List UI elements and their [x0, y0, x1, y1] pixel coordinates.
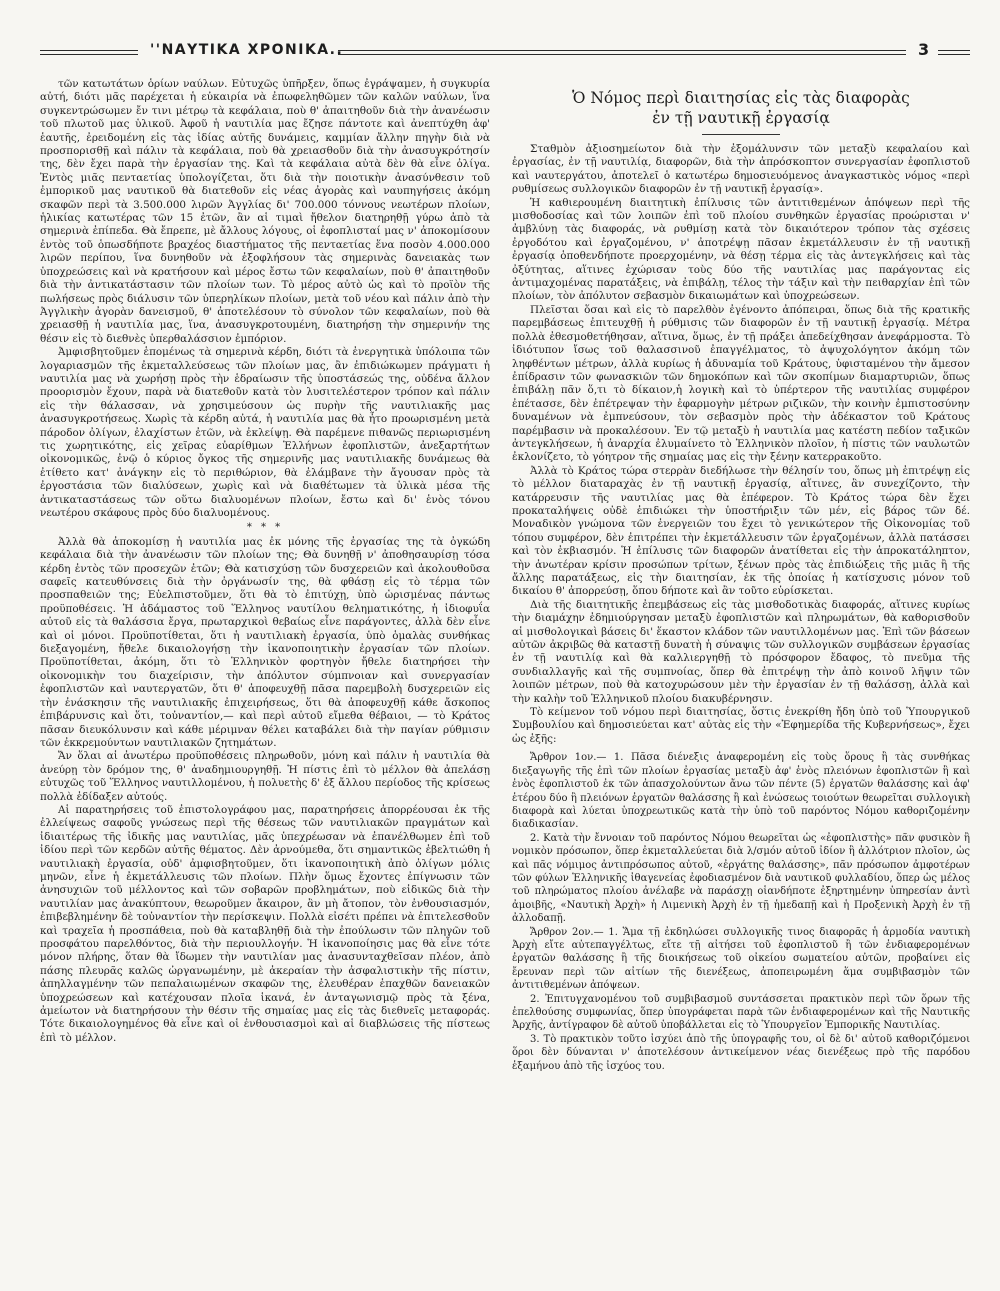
- page-number: 3: [918, 40, 930, 59]
- right-paragraph: Ἡ καθιερουμένη διαιτητικὴ ἐπίλυσις τῶν ἀντιτιθεμένων ἀπόψεων περὶ τῆς μισθοδοσίας καὶ τῶν λοιπῶν ἐπὶ τοῦ πλοίου συνθηκῶν ἐργασίας προώρισται ν' ἀμβλύνῃ τὰς διαφοράς, νὰ ρυθμίσῃ κατὰ τὸν δικαιότερον τρόπον τὰς σχέσεις ἐργοδότου καὶ ἐργαζομένου, ν' ἀποτρέψῃ πᾶσαν ἐκμετάλλευσιν ἐν τῇ ναυτικῇ ἐργασίᾳ ὁποθενδήποτε προερχομένην, νὰ θέσῃ τέρμα εἰς τὰς ἀντεγκλήσεις καὶ τὰς ὀξύτητας, αἵτινες ἐχώρισαν τοὺς δύο τῆς ναυτιλίας μας παράγοντας εἰς ἀντιμαχομένας παρατάξεις, νὰ ἐπιβάλῃ, τέλος τὴν τάξιν καὶ τὴν πειθαρχίαν ἐπὶ τῶν πλοίων, τὸν ἀπόλυτον σεβασμὸν δικαιωμάτων καὶ ὑποχρεώσεων.: [512, 196, 970, 303]
- section-separator: * * *: [246, 522, 284, 534]
- article-title-line: Ὁ Νόμος περὶ διαιτησίας εἰς τὰς διαφορὰς: [572, 89, 910, 107]
- left-paragraph: Ἄν ὅλαι αἱ ἀνωτέρω προϋποθέσεις πληρωθοῦν, μόνη καὶ πάλιν ἡ ναυτιλία θὰ ἀνεύρῃ τὸν δρόμον της, θ' ἀναδημιουργηθῇ. Ἡ πίστις ἐπὶ τὸ μέλλον θὰ ἀπελάσῃ εὐτυχῶς τοῦ Ἕλληνος ναυτιλλομένου, ἡ πολυετὴς δ' ἐξ ἄλλου περίοδος τῆς κρίσεως πολλὰ ἐδίδαξεν αὐτούς.: [40, 750, 490, 803]
- magazine-title: ''ΝΑΥΤΙΚΑ ΧΡΟΝΙΚΑ..: [150, 42, 344, 58]
- header-rule-right: [938, 50, 970, 55]
- right-paragraph: Σταθμὸν ἀξιοσημείωτον διὰ τὴν ἐξομάλυνσιν τῶν μεταξὺ κεφαλαίου καὶ ἐργασίας, ἐν τῇ ναυτιλίᾳ, διαφορῶν, διὰ τὴν ἀπρόσκοπτον συνεργασίαν ἐφοπλιστοῦ καὶ ναυτεργάτου, ἀποτελεῖ ὁ κατωτέρω δημοσιευόμενος ἀναγκαστικὸς νόμος «περὶ ρυθμίσεως συλλογικῶν διαφορῶν ἐν τῇ ναυτικῇ ἐργασίᾳ».: [512, 143, 970, 196]
- header-rule-middle: [338, 50, 906, 55]
- law-article: 3. Τὸ πρακτικὸν τοῦτο ἰσχύει ἀπὸ τῆς ὑπογραφῆς του, οἱ δὲ δι' αὐτοῦ καθοριζόμενοι ὅροι δὲν δύνανται ν' ἀποτελέσουν ἀντικείμενον νέας διενέξεως πρὸ τῆς παρόδου ἑξαμήνου ἀπὸ τῆς ἰσχύος του.: [512, 1033, 970, 1072]
- law-article: 2. Ἐπιτυγχανομένου τοῦ συμβιβασμοῦ συντάσσεται πρακτικὸν περὶ τῶν ὅρων τῆς ἐπελθούσης συμφωνίας, ὅπερ ὑπογράφεται παρὰ τῶν ἐνδιαφερομένων καὶ τῆς Ναυτικῆς Ἀρχῆς, ἀντίγραφον δὲ αὐτοῦ ὑποβάλλεται εἰς τὸ Ὑπουργεῖον Ἐμπορικῆς Ναυτιλίας.: [512, 993, 970, 1032]
- right-paragraph: Τὸ κείμενον τοῦ νόμου περὶ διαιτησίας, ὅστις ἐνεκρίθη ἤδη ὑπὸ τοῦ Ὑπουργικοῦ Συμβουλίου καὶ δημοσιεύεται κατ' αὐτὰς εἰς τὴν «Ἐφημερίδα τῆς Κυβερνήσεως», ἔχει ὡς ἑξῆς:: [512, 706, 970, 745]
- law-text: [512, 751, 970, 1073]
- left-paragraph: Ἀμφισβητοῦμεν ἑπομένως τὰ σημερινὰ κέρδη, διότι τὰ ἐνεργητικὰ ὑπόλοιπα τῶν λογαριασμῶν τῆς ἐκμεταλλεύσεως τῶν πλοίων μας, ἂν ἐπιδιώκωμεν πράγματι ἡ ναυτιλία μας νὰ χωρήσῃ πρὸς τὴν ἑδραίωσιν τῆς ὑποστάσεώς της, οὐδένα ἄλλον προορισμὸν ἔχουν, παρὰ νὰ διατεθοῦν κατὰ τὸν λυσιτελέστερον τρόπον καὶ πάλιν εἰς τὴν θάλασσαν, νὰ χρησιμεύσουν ὡς πυρὴν τῆς ναυτιλιακῆς μας ἀνασυγκροτήσεως. Χωρὶς τὰ κέρδη αὐτά, ἡ ναυτιλία μας θὰ ἦτο προωρισμένη μετὰ πάροδον ὀλίγων, ἐλαχίστων ἐτῶν, νὰ ἐκλείψῃ. Θὰ παρέμενε πιθανῶς περιωρισμένη τις χωρητικότης, εἰς χεῖρας εὐαρίθμων Ἑλλήνων ἐφοπλιστῶν, ἀνεξαρτήτων οἰκονομικῶς, ἐνῷ ὁ κύριος ὄγκος τῆς σημερινῆς μας ναυτιλιακῆς δυνάμεως θὰ ἐτίθετο κατ' ἀνάγκην εἰς τὸ περιθώριον, θὰ ἐλάμβανε τὴν ἄγουσαν πρὸς τὰ ἐργοστάσια τῶν διαλύσεων, χωρὶς καὶ νὰ διαθέτωμεν τὰ ὑλικὰ μέσα τῆς ἀντικαταστάσεως τῶν οὕτω διαλυομένων πλοίων, ἔστω καὶ δι' ἑνὸς τόνου νεωτέρου σκάφους πρὸς δύο διαλυομένους.: [40, 346, 490, 519]
- law-article: Ἄρθρον 2ον.— 1. Ἅμα τῇ ἐκδηλώσει συλλογικῆς τινος διαφορᾶς ἡ ἁρμοδία ναυτικὴ Ἀρχὴ εἴτε αὐτεπαγγέλτως, εἴτε τῇ αἰτήσει τοῦ ἐφοπλιστοῦ ἢ τῶν ἐνδιαφερομένων ἐργατῶν θαλάσσης ἢ τῆς διοικήσεως τοῦ οἰκείου σωματείου αὐτῶν, προβαίνει εἰς ἔρευναν περὶ τῶν αἰτίων τῆς διενέξεως, ἀποπειρωμένη ἅμα συμβιβασμὸν τῶν ἀντιτιθεμένων ἀπόψεων.: [512, 926, 970, 992]
- left-paragraph: τῶν κατωτάτων ὁρίων ναύλων. Εὐτυχῶς ὑπῆρξεν, ὅπως ἐγράψαμεν, ἡ συγκυρία αὐτή, διότι μᾶς παρέχεται ἡ εὐκαιρία νὰ ἐπωφεληθῶμεν τῶν καλῶν ναύλων, ἵνα συγκεντρώσωμεν ἔν τινι μέτρῳ τὰ κεφάλαια, ποὺ θ' ἀπαιτηθοῦν διὰ τὴν ἀνανέωσιν τοῦ πλωτοῦ μας ὑλικοῦ. Ἀφοῦ ἡ ναυτιλία μας ἔζησε πάντοτε καὶ ἀνεπτύχθη ἀφ' ἑαυτῆς, ἐρειδομένη εἰς τὰς ἰδίας αὐτῆς δυνάμεις, καμμίαν ἄλλην πηγὴν διὰ νὰ προσπορισθῇ καὶ πάλιν τὰ κεφάλαια, ποὺ θὰ χρειασθοῦν διὰ τὴν ἀνασυγκρότησίν της, δὲν ἔχει παρὰ τὴν ἐργασίαν της. Καὶ τὰ κεφάλαια αὐτὰ δὲν θὰ εἶνε ὀλίγα. Ἐντὸς μιᾶς πενταετίας ὑπολογίζεται, ὅτι διὰ τὴν ποιοτικὴν ἀνασύνθεσιν τοῦ ἐμπορικοῦ μας ναυτικοῦ θὰ διατεθοῦν εἰς νέας ἀγορὰς καὶ ναυπηγήσεις ἀκόμη σκαφῶν περὶ τὰ 3.500.000 λιρῶν Ἀγγλίας δι' 700.000 τόννους νεωτέρων πλοίων, ἡλικίας κατωτέρας τῶν 15 ἐτῶν, ἂν αἱ τιμαὶ ἤθελον διατηρηθῇ γύρω ἀπὸ τὰ σημερινὰ ἐπίπεδα. Θὰ ἔπρεπε, μὲ ἄλλους λόγους, οἱ ἐφοπλισταί μας ν' ἀποκομίσουν ἐντὸς τοῦ ὁπωσδήποτε βραχέος διαστήματος τῆς πενταετίας ἕνα ποσὸν 4.000.000 λιρῶν περίπου, ἵνα δυνηθοῦν νὰ ἐξοφλήσουν τὰς σημερινὰς δανειακὰς των ὑποχρεώσεις καὶ νὰ κρατήσουν καὶ μέρος ἔστω τῶν κεφαλαίων, ποὺ θ' ἀπαιτηθοῦν διὰ τὴν ἀντικατάστασιν τῶν πλοίων των. Τὸ μέρος αὐτὸ ὡς καὶ τὸ προϊὸν τῆς πωλήσεως πρὸς διάλυσιν τῶν ὑπερηλίκων πλοίων, μετὰ τοῦ νέου καὶ πάλιν ἀπὸ τὴν Ἀγγλικὴν ἀγορὰν δανεισμοῦ, θ' ἀποτελέσουν τὸ σύνολον τῶν κεφαλαίων, ποὺ θὰ χρειασθῇ ἡ ναυτιλία μας, ἵνα, ἀνασυγκροτουμένη, διατηρήσῃ τὴν σημερινήν της θέσιν εἰς τὸ διεθνὲς ὑπερθαλάσσιον ἐμπόριον.: [40, 78, 490, 345]
- right-paragraph: Ἀλλὰ τὸ Κράτος τώρα στερρὰν διεδήλωσε τὴν θέλησίν του, ὅπως μὴ ἐπιτρέψῃ εἰς τὸ μέλλον διαταραχὰς ἐν τῇ ναυτικῇ ἐργασίᾳ, αἵτινες, ἂν συνεχίζοντο, τὴν κατάρρευσιν τῆς ναυτιλίας μας θὰ ἐπέφερον. Τὸ Κράτος τώρα δὲν ἔχει προκαταλήψεις οὐδὲ ἐπιδιώκει τὴν ὑποστήριξιν τῶν μέν, εἰς βάρος τῶν δέ. Μοναδικὸν γνώμονα τῶν ἐνεργειῶν του ἔχει τὸ γενικώτερον τῆς Οἰκονομίας τοῦ τόπου συμφέρον, δὲν ἐπιτρέπει τὴν ἐκμετάλλευσιν τῶν ἐργαζομένων, ἀλλὰ πατάσσει καὶ τὸν ἐκβιασμόν. Ἡ ἐπίλυσις τῶν διαφορῶν ἀνατίθεται εἰς τὴν ἀπροκατάληπτον, τὴν ἀνωτέραν κρίσιν προσώπων τρίτων, ξένων πρὸς τὰς ἐπιδιώξεις τῆς μιᾶς ἢ τῆς ἄλλης παρατάξεως, εἰς τὴν διαιτησίαν, ἐκ τῆς ὁποίας ἡ κατίσχυσις μόνον τοῦ δικαίου θ' ἀπορρεύσῃ, ὅπου δήποτε καὶ ἂν τοῦτο εὑρίσκεται.: [512, 464, 970, 598]
- right-column: [512, 78, 970, 1263]
- law-article: 2. Κατὰ τὴν ἔννοιαν τοῦ παρόντος Νόμου θεωρεῖται ὡς «ἐφοπλιστὴς» πᾶν φυσικὸν ἢ νομικὸν πρόσωπον, ὅπερ ἐκμεταλλεύεται διὰ λ/σμόν αὐτοῦ ἰδίον ἢ ἀλλότριον πλοῖον, ὡς καὶ πᾶς νόμιμος ἀντιπρόσωπος αὐτοῦ, «ἐργάτης θαλάσσης», πᾶν πρόσωπον ἀμφοτέρων τῶν φύλων Ἑλληνικῆς ἰθαγενείας ἐφοδιασμένον διὰ ναυτικοῦ φυλλαδίου, ὅπερ ὡς μέλος τοῦ πληρώματος πλοίου ἀνέλαβε νὰ παράσχῃ οἱανδήποτε ἐξηρτημένην ὑπηρεσίαν ἀντὶ ἀμοιβῆς, «Ναυτικὴ Ἀρχὴ» ἡ Λιμενικὴ Ἀρχὴ ἐν τῇ ἡμεδαπῇ καὶ ἡ Προξενικὴ Ἀρχὴ ἐν τῇ ἀλλοδαπῇ.: [512, 832, 970, 925]
- article-title-line: ἐν τῇ ναυτικῇ ἐργασίᾳ: [652, 109, 830, 127]
- left-column: [40, 78, 490, 1263]
- article-title: [512, 88, 970, 128]
- right-paragraph: Διὰ τῆς διαιτητικῆς ἐπεμβάσεως εἰς τὰς μισθοδοτικὰς διαφοράς, αἵτινες κυρίως τὴν διαμάχην ἐδημιούργησαν μεταξὺ ἐφοπλιστῶν καὶ πληρωμάτων, θὰ καθορισθοῦν αἱ μισθολογικαὶ βάσεις δι' ἕκαστον κλάδον τῶν ναυτιλλομένων μας. Ἐπὶ τῶν βάσεων αὐτῶν ἀκριβῶς θὰ καταστῇ δυνατὴ ἡ σύναψις τῶν συλλογικῶν συμβάσεων ἐργασίας ἐν τῇ ναυτιλίᾳ καὶ θὰ καλλιεργηθῇ τὸ πρόσφορον ἔδαφος, τὸ πνεῦμα τῆς συνδιαλλαγῆς καὶ τῆς συμπνοίας, ὅπερ θὰ ἐπιτρέψῃ τὴν ἀπὸ κοινοῦ λῆψιν τῶν λοιπῶν μέτρων, ποὺ θὰ κατοχυρώσουν μὲν τὴν ἐργασίαν ἐν τῇ θαλάσσῃ, ἀλλὰ καὶ τὴν καλὴν τοῦ Ἑλληνικοῦ πλοίου διακυβέρνησιν.: [512, 598, 970, 705]
- page-header: [40, 42, 970, 64]
- left-paragraph: Ἀλλὰ θὰ ἀποκομίσῃ ἡ ναυτιλία μας ἐκ μόνης τῆς ἐργασίας της τὰ ὀγκώδη κεφάλαια διὰ τὴν ἀνανέωσιν τῶν πλοίων της; Θὰ δυνηθῇ ν' ἀποθησαυρίσῃ τόσα κέρδη ἐντὸς τῶν προσεχῶν ἐτῶν; Θὰ κατισχύσῃ τῶν δυσχερειῶν καὶ ἀκολουθοῦσα σαφεῖς κατευθύνσεις διὰ τὴν ὀργάνωσίν της, θὰ φθάσῃ εἰς τὸ τέρμα τῶν προσπαθειῶν της; Εὐελπιστοῦμεν, ὅτι θὰ τὸ ἐπιτύχῃ, ὑπὸ ὡρισμένας πάντως προϋποθέσεις. Ἡ ἀδάμαστος τοῦ Ἕλληνος ναυτίλου θεληματικότης, ἡ ἰδιοφυΐα αὐτοῦ εἰς τὰ θαλάσσια ἔργα, πρωταρχικοὶ θεβαίως εἶνε παράγοντες, ἀλλὰ δὲν εἶνε καὶ οἱ μόνοι. Προϋποτίθεται, ὅτι ἡ ναυτιλιακὴ ἐργασία, ὑπὸ ὁμαλὰς συνθήκας διεξαγομένη, ἤθελε δικαιολογήσῃ τὴν ἱκανοποιητικὴν ἐργασίαν τῶν πλοίων. Προϋποτίθεται, ἀκόμη, ὅτι τὸ Ἑλληνικὸν φορτηγὸν ἤθελε διατηρήσει τὴν οἰκονομικὴν του διαχείρισιν, τὴν ἀπόλυτον σύμπνοιαν καὶ συνεργασίαν ἐφοπλιστῶν καὶ ναυτεργατῶν, ὅτι θ' ἀποφευχθῇ πᾶσα παρεμβολὴ δυσχερειῶν εἰς τὴν ἐνάσκησιν τῆς ναυτιλιακῆς ἐπιχειρήσεως, ὅτι θὰ ἀποφευχθῇ κάθε ἄσκοπος ἐπιβάρυνσις καὶ ὅτι, τοὐναντίον,— καὶ περὶ αὐτοῦ εἴμεθα θέβαιοι, — τὸ Κράτος πᾶσαν διευκόλυνσιν καὶ κάθε μέριμναν θέλει καταβάλει διὰ τὴν παγίαν ρύθμισιν τῶν ἐκκρεμούντων ναυτιλιακῶν ζητημάτων.: [40, 535, 490, 749]
- law-article: Ἄρθρον 1ον.— 1. Πᾶσα διένεξις ἀναφερομένη εἰς τοὺς ὅρους ἢ τὰς συνθήκας διεξαγωγῆς τῆς ἐπὶ τῶν πλοίων ἐργασίας μεταξὺ ἀφ' ἑνὸς πλειόνων ἐφοπλιστῶν ἢ καὶ ἑνὸς ἐφοπλιστοῦ ἐκ τῶν ἀπασχολούντων ἄνω τῶν πέντε (5) ἐργατῶν θαλάσσης καὶ ἀφ' ἑτέρου δύο ἢ πλειόνων ἐργατῶν θαλάσσης ἢ καὶ ἑνώσεως τοιούτων θεωρεῖται συλλογικὴ διαφορὰ καὶ λύεται ὑποχρεωτικῶς κατὰ τὴν ὑπὸ τοῦ παρόντος Νόμου καθοριζομένην διαδικασίαν.: [512, 752, 970, 831]
- title-underline: [702, 134, 780, 135]
- left-paragraph: Αἱ παρατηρήσεις τοῦ ἐπιστολογράφου μας, παρατηρήσεις ἀπορρέουσαι ἐκ τῆς ἐλλείψεως σαφοῦς γνώσεως περὶ τῆς θέσεως τῶν ναυτιλιακῶν πραγμάτων καὶ ἰδιαιτέρως τῆς ἰδικῆς μας ναυτιλίας, μᾶς ὑπεχρέωσαν νὰ ἐπανέλθωμεν ἐπὶ τοῦ ἰδίου περὶ τῶν κερδῶν αὐτῆς θέματος. Δὲν ἀρνούμεθα, ὅτι σημαντικῶς ἐβελτιώθη ἡ ναυτιλιακὴ ἐργασία, οὐδ' ἀμφισβητοῦμεν, ὅτι ἱκανοποιητικὴ ἀπὸ ὀλίγων μόλις μηνῶν, εἶνε ἡ ἐκμετάλλευσις τῶν πλοίων. Πλὴν ὅμως ἔχοντες ἐπίγνωσιν τῶν ἀνησυχιῶν τοῦ μέλλοντος καὶ τῶν σοβαρῶν προβλημάτων, ποὺ εἰδικῶς διὰ τὴν ναυτιλίαν μας ἀνακύπτουν, θεωροῦμεν ἄκαιρον, ἂν μὴ ἄτοπον, τὸν ἐνθουσιασμόν, ἐπιβεβλημένην δὲ τοὐναντίον τὴν περίσκεψιν. Πολλὰ εἰσέτι πρέπει νὰ ἐπιτελεσθοῦν καὶ τραχεῖα ἡ προσπάθεια, ποὺ θὰ καταβληθῇ διὰ τὴν ἐπούλωσιν τῶν πληγῶν τοῦ προσφάτου παρελθόντος, διὰ τὴν περιουλλογήν. Ἡ ἱκανοποίησις μας θὰ εἶνε τότε μόνον πλήρης, ὅταν θὰ ἴδωμεν τὴν ναυτιλίαν μας ἀνασυνταχθεῖσαν πλέον, ἀπὸ πάσης πλευρᾶς καλῶς ὠργανωμένην, μὲ ἀκεραίαν τὴν ἀσφαλιστικὴν τῆς πίστιν, ἀπηλλαγμένην τῶν πεπαλαιωμένων σκαφῶν της, ἐλευθέραν ἐπαχθῶν δανειακῶν ὑποχρεώσεων καὶ κατέχουσαν πλοῖα ἱκανά, ἐν ἀνταγωνισμῷ πρὸς τὰ ξένα, ἀμείωτον νὰ διατηρήσουν τὴν θέσιν τῆς σημαίας μας εἰς τὰς διεθνεῖς μεταφοράς. Τότε δικαιολογημένος θὰ εἶνε καὶ οἱ ἐνθουσιασμοὶ καὶ αἱ διαβλώσεις τῆς πίστεως ἐπὶ τὸ μέλλον.: [40, 803, 490, 1044]
- header-rule-left: [40, 50, 138, 55]
- right-paragraph: Πλεῖσται ὅσαι καὶ εἰς τὸ παρελθὸν ἐγένοντο ἀπόπειραι, ὅπως διὰ τῆς κρατικῆς παρεμβάσεως ἐπιτευχθῇ ἡ ρύθμισις τῶν διαφορῶν ἐν τῇ ναυτικῇ ἐργασίᾳ. Μέτρα πολλὰ ἐθεσμοθετήθησαν, αἵτινα, ὅμως, ἐν τῇ πράξει ἀπεδείχθησαν ἀνεφάρμοστα. Τὸ ἰδιότυπον ἴσως τοῦ θαλασσινοῦ ἐπαγγέλματος, τὸ ἀψυχολόγητον ἀκόμη τῶν ληφθέντων μέτρων, ἀλλὰ κυρίως ἡ ἀδυναμία τοῦ Κράτους, ὑφισταμένου τὴν ἄμεσον ἐπίδρασιν τῶν φωνασκιῶν τῶν δημοκόπων καὶ τῶν σκοπίμων διαμαρτυριῶν, ὅπως ἐπιβάλῃ πᾶν ὅ,τι τὸ δίκαιον,ἡ λογικὴ καὶ τὸ ὑπέρτερον τῆς ναυτιλίας συμφέρον ἐπέτασσε, δὲν ἐπέτρεψαν τὴν ἐφαρμογὴν μέτρων ριζικῶν, τὴν κοινὴν ἐμπιστοσύνην δυναμένων νὰ ἐμπνεύσουν, τὸν σεβασμὸν πρὸς τὴν ἀδέκαστον τοῦ Κράτους παρέμβασιν νὰ προκαλέσουν. Ἐν τῷ μεταξὺ ἡ ναυτιλία μας κατέστη πεδίον ταξικῶν ἀντεγκλήσεων, ἡ ἀναρχία ἐλυμαίνετο τὸ Ἑλληνικὸν πλοῖον, ἡ πίστις τῶν ναυλωτῶν ἐκλονίζετο, τὸ γόητρον τῆς σημαίας μας εἰς τὴν ξένην κατερρακοῦτο.: [512, 303, 970, 464]
